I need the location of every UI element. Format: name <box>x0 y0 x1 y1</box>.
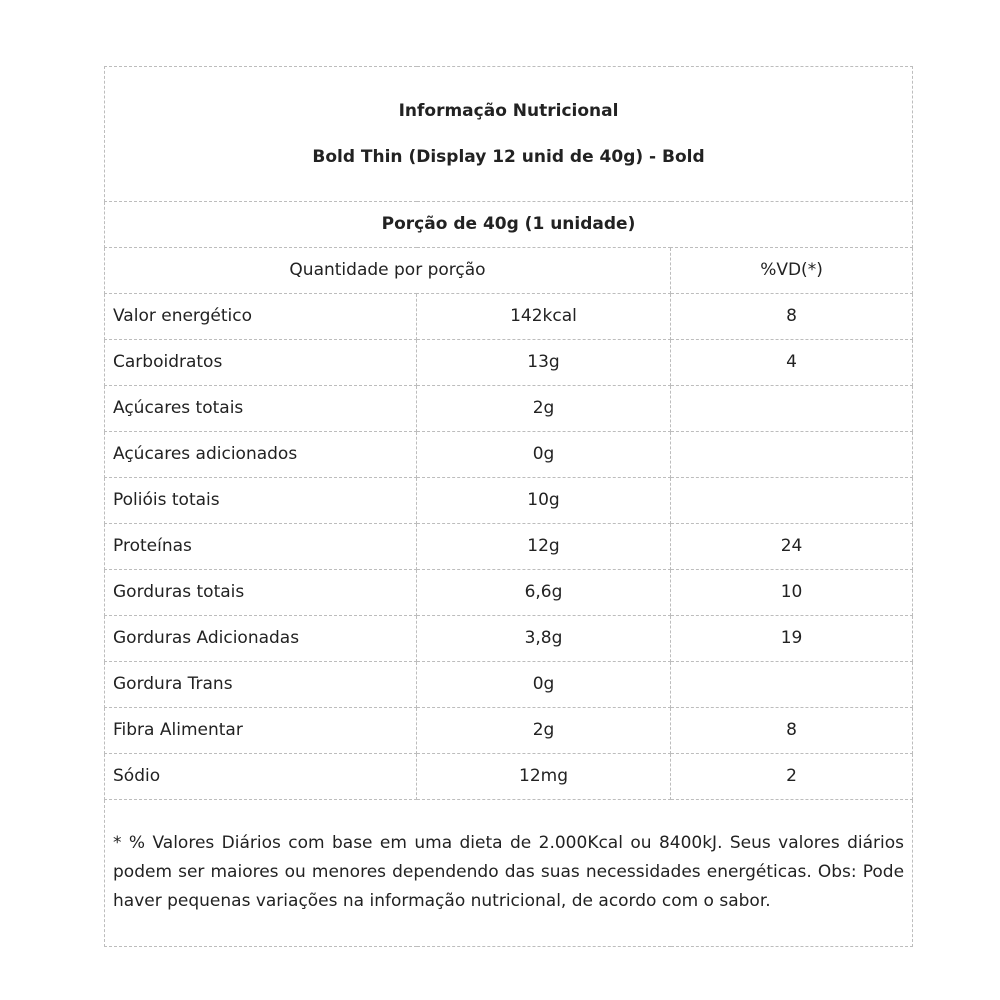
table-row <box>105 570 913 616</box>
table-subtitle: Bold Thin (Display 12 unid de 40g) - Bold <box>312 147 705 167</box>
nutrient-vd: 24 <box>671 524 913 570</box>
nutrient-vd: 2 <box>671 754 913 800</box>
nutrient-quantity: 13g <box>417 340 671 386</box>
header-vd: %VD(*) <box>671 248 913 294</box>
table-row <box>105 432 913 478</box>
table-title: Informação Nutricional <box>398 100 619 121</box>
nutrient-quantity: 0g <box>417 662 671 708</box>
nutrient-name: Gordura Trans <box>105 662 417 708</box>
nutrient-name: Polióis totais <box>105 478 417 524</box>
table-row <box>105 662 913 708</box>
table-row <box>105 754 913 800</box>
nutrient-quantity: 3,8g <box>417 616 671 662</box>
nutrient-quantity: 0g <box>417 432 671 478</box>
header-quantity: Quantidade por porção <box>105 248 671 294</box>
nutrient-vd: 19 <box>671 616 913 662</box>
nutrient-vd <box>671 662 913 708</box>
table-row <box>105 478 913 524</box>
nutrient-vd: 10 <box>671 570 913 616</box>
nutrient-vd <box>671 432 913 478</box>
nutrient-name: Gorduras Adicionadas <box>105 616 417 662</box>
nutrient-vd: 4 <box>671 340 913 386</box>
nutrient-name: Proteínas <box>105 524 417 570</box>
nutrient-name: Gorduras totais <box>105 570 417 616</box>
nutrient-name: Fibra Alimentar <box>105 708 417 754</box>
table-row <box>105 340 913 386</box>
table-row <box>105 294 913 340</box>
nutrient-vd <box>671 386 913 432</box>
nutrient-quantity: 2g <box>417 708 671 754</box>
nutrient-name: Açúcares totais <box>105 386 417 432</box>
nutrient-quantity: 10g <box>417 478 671 524</box>
nutrient-name: Carboidratos <box>105 340 417 386</box>
nutrient-quantity: 142kcal <box>417 294 671 340</box>
table-row <box>105 616 913 662</box>
nutrient-name: Sódio <box>105 754 417 800</box>
nutrient-quantity: 6,6g <box>417 570 671 616</box>
nutrient-quantity: 2g <box>417 386 671 432</box>
nutrient-quantity: 12mg <box>417 754 671 800</box>
nutrient-name: Açúcares adicionados <box>105 432 417 478</box>
nutrient-vd <box>671 478 913 524</box>
table-row <box>105 708 913 754</box>
footnote: * % Valores Diários com base em uma dieta de 2.000Kcal ou 8400kJ. Seus valores diários podem ser maiores ou menores dependendo das suas necessidades energéticas. Obs: Pode haver pequenas variações na informação nutricional, de acordo com o sabor. <box>105 800 913 947</box>
nutrient-quantity: 12g <box>417 524 671 570</box>
nutrient-vd: 8 <box>671 294 913 340</box>
table-row <box>105 524 913 570</box>
table-row <box>105 386 913 432</box>
portion-size: Porção de 40g (1 unidade) <box>105 202 913 248</box>
nutrient-name: Valor energético <box>105 294 417 340</box>
nutrition-table <box>104 66 913 947</box>
title-cell <box>105 67 913 202</box>
nutrient-vd: 8 <box>671 708 913 754</box>
